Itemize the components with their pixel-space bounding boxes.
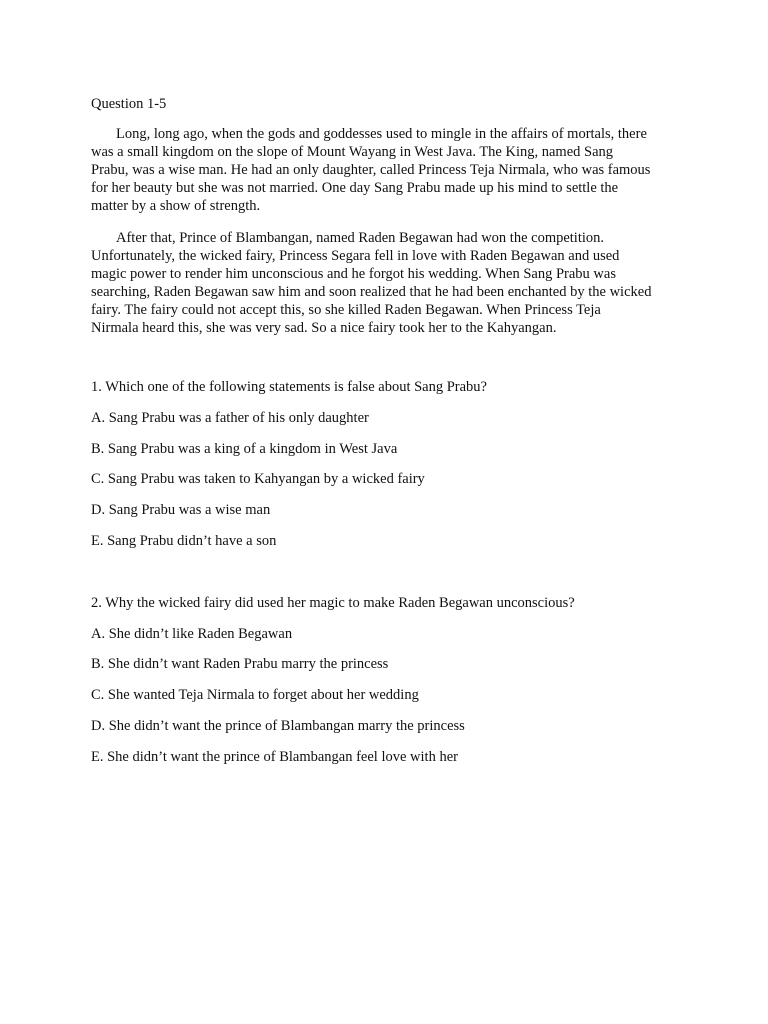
passage-line: matter by a show of strength. [91, 198, 261, 214]
question-2-option-e: E. She didn’t want the prince of Blambangan feel love with her [91, 749, 458, 765]
question-2-option-c: C. She wanted Teja Nirmala to forget about her wedding [91, 687, 419, 703]
passage-paragraph-1 [91, 125, 691, 215]
passage-paragraph-2 [91, 229, 691, 337]
question-1-option-b: B. Sang Prabu was a king of a kingdom in West Java [91, 441, 398, 457]
passage-line: Nirmala heard this, she was very sad. So a nice fairy took her to the Kahyangan. [91, 320, 557, 336]
question-1-text: 1. Which one of the following statements is false about Sang Prabu? [91, 379, 487, 395]
question-2-option-b: B. She didn’t want Raden Prabu marry the princess [91, 656, 389, 672]
passage-line: Long, long ago, when the gods and goddesses used to mingle in the affairs of mortals, there [116, 126, 647, 142]
passage-line: for her beauty but she was not married. One day Sang Prabu made up his mind to settle the [91, 180, 619, 196]
question-2-option-a: A. She didn’t like Raden Begawan [91, 626, 293, 642]
question-1-option-e: E. Sang Prabu didn’t have a son [91, 533, 277, 549]
question-1-option-d: D. Sang Prabu was a wise man [91, 502, 271, 518]
section-heading: Question 1-5 [91, 96, 167, 112]
question-1-option-a: A. Sang Prabu was a father of his only daughter [91, 410, 369, 426]
question-2-text: 2. Why the wicked fairy did used her magic to make Raden Begawan unconscious? [91, 595, 575, 611]
question-2-option-d: D. She didn’t want the prince of Blambangan marry the princess [91, 718, 465, 734]
question-1-option-c: C. Sang Prabu was taken to Kahyangan by a wicked fairy [91, 471, 425, 487]
passage-line: searching, Raden Begawan saw him and soon realized that he had been enchanted by the wicked [91, 284, 652, 300]
passage-line: fairy. The fairy could not accept this, so she killed Raden Begawan. When Princess Teja [91, 302, 601, 318]
passage-line: was a small kingdom on the slope of Mount Wayang in West Java. The King, named Sang [91, 144, 614, 160]
passage-line: After that, Prince of Blambangan, named Raden Begawan had won the competition. [116, 230, 605, 246]
passage-line: Prabu, was a wise man. He had an only daughter, called Princess Teja Nirmala, who was famous [91, 162, 651, 178]
passage-line: magic power to render him unconscious and he forgot his wedding. When Sang Prabu was [91, 266, 616, 282]
passage-line: Unfortunately, the wicked fairy, Princess Segara fell in love with Raden Begawan and used [91, 248, 620, 264]
